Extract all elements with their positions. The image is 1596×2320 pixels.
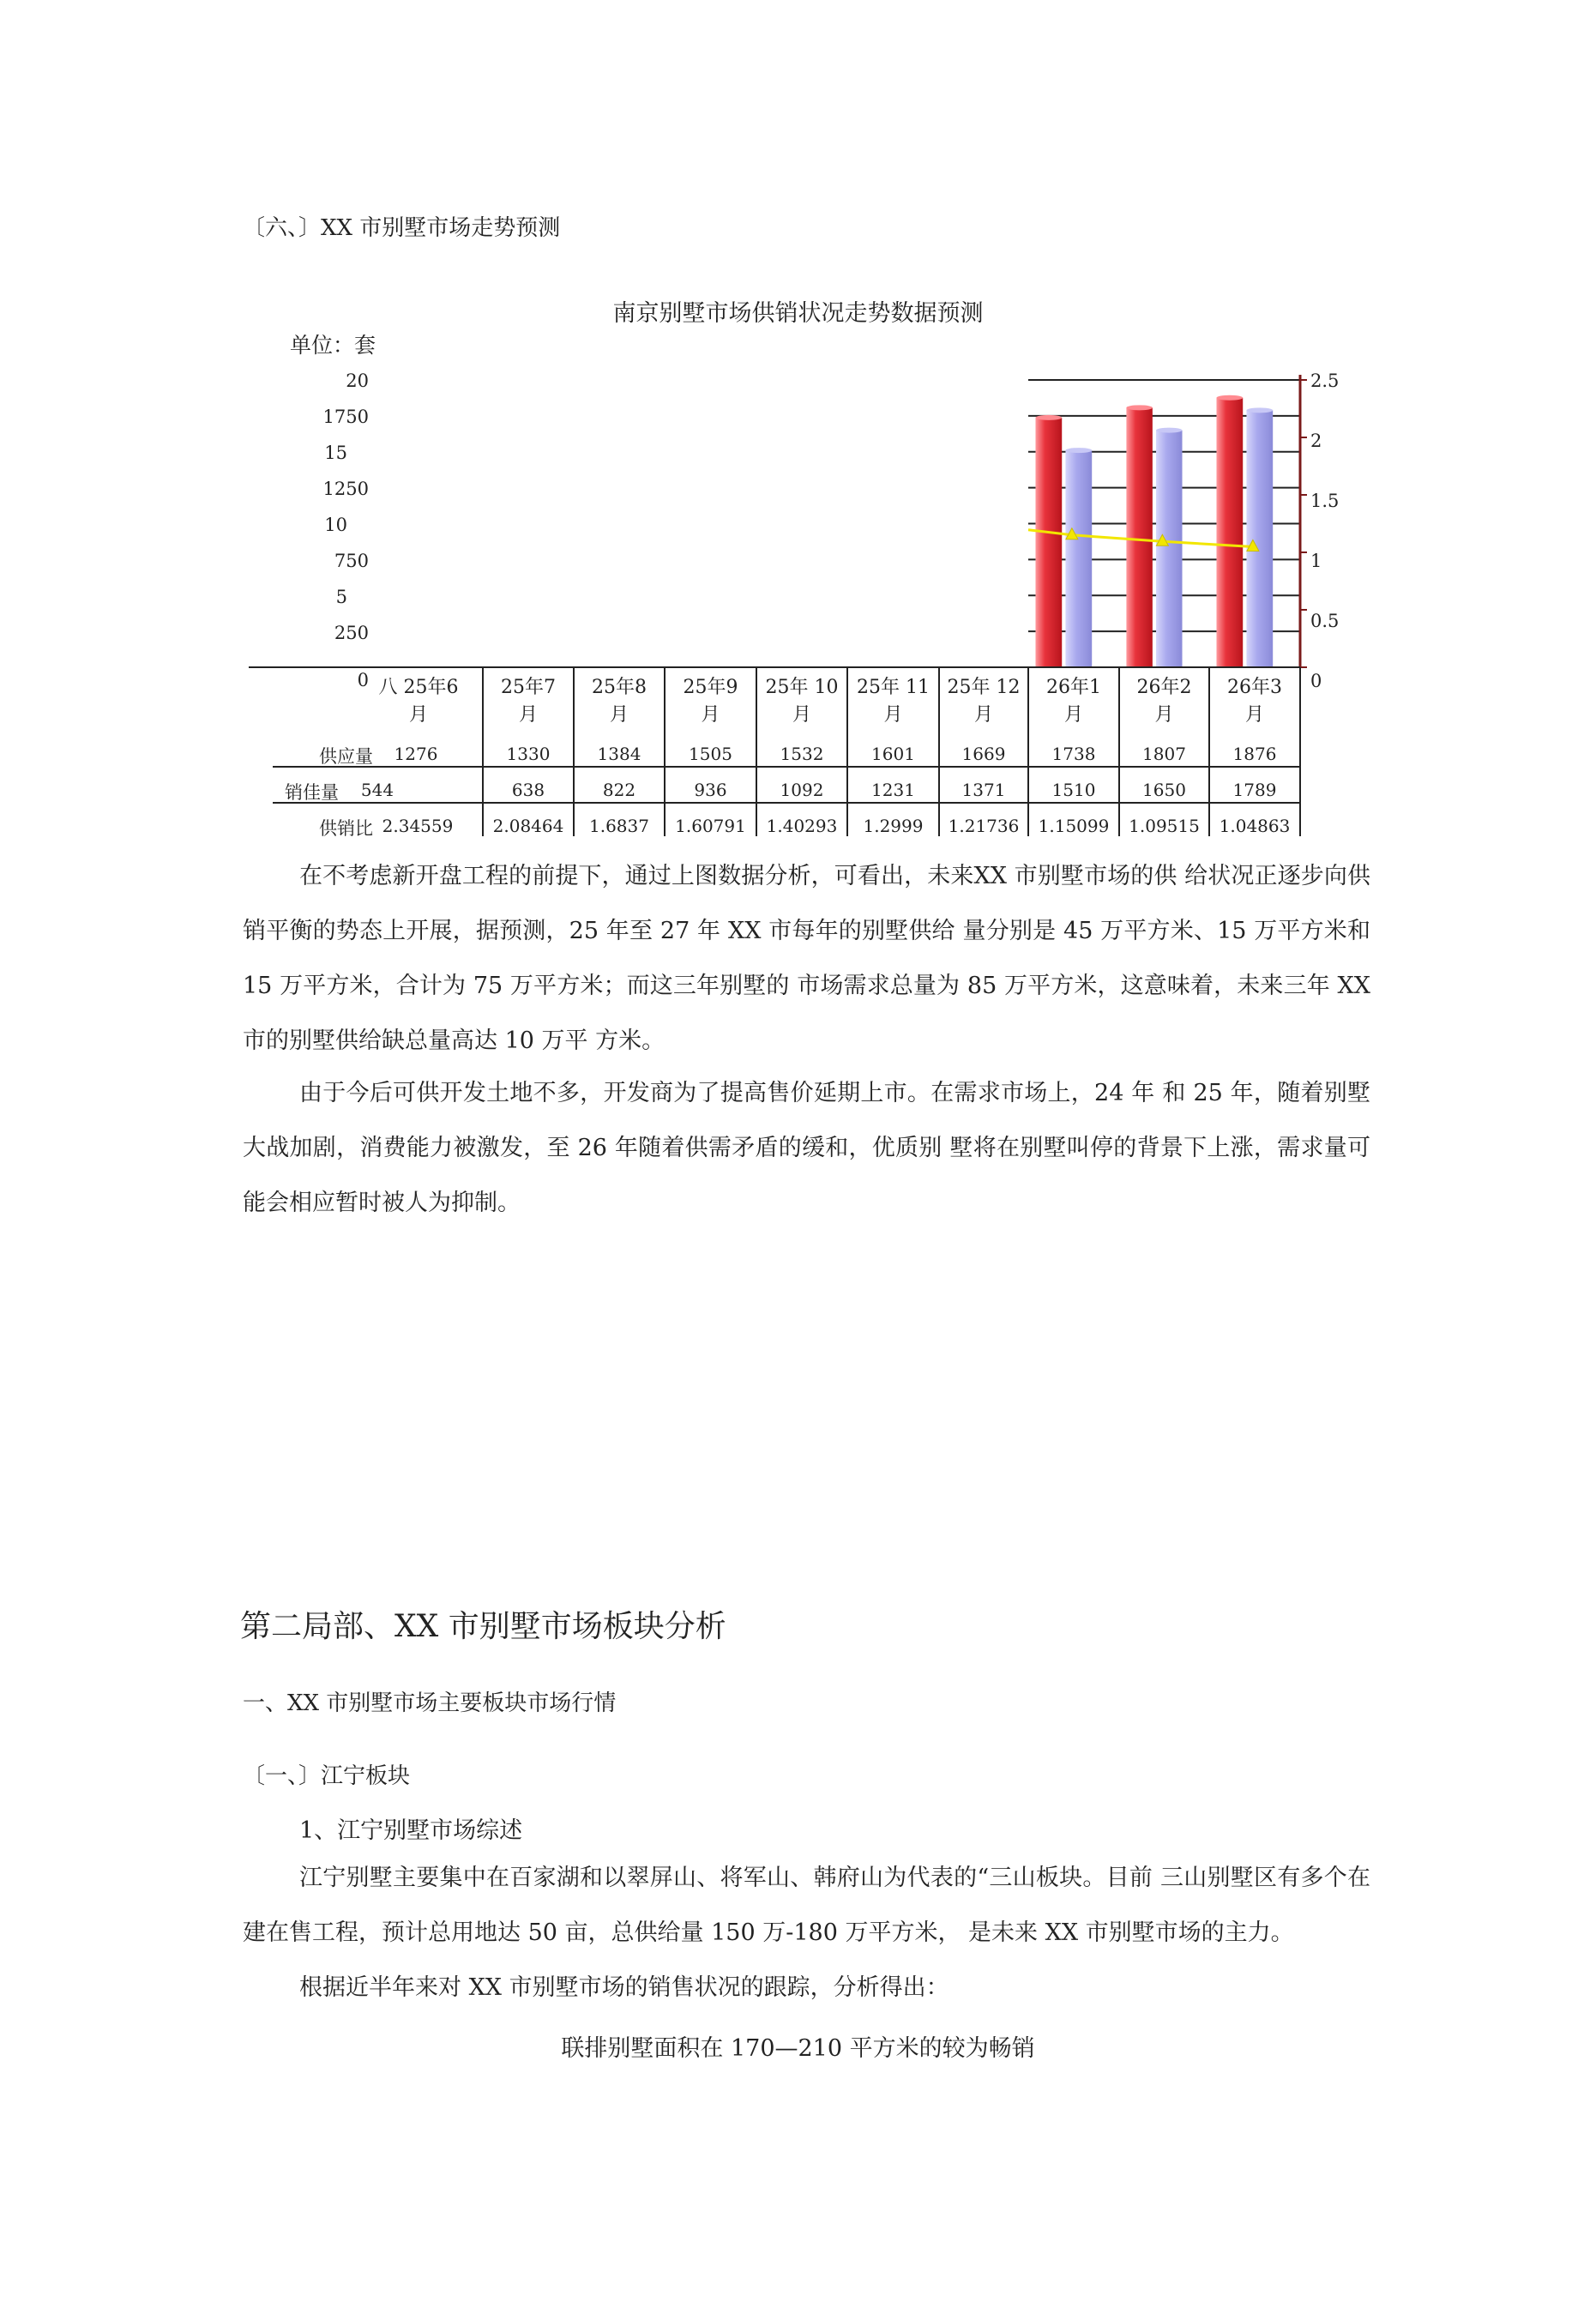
table-cell: 1330: [506, 744, 551, 764]
table-cell: 1510: [1051, 780, 1096, 800]
table-cell: 822: [602, 780, 636, 800]
left-axis-tick: 750: [334, 551, 369, 571]
right-axis-tick: 2: [1310, 431, 1322, 451]
bar-supply: [1035, 418, 1062, 667]
table-cell: 1.60791: [675, 816, 746, 836]
table-cell: 1.6837: [589, 816, 649, 836]
right-axis-tick: 2.5: [1310, 371, 1340, 391]
chart-unit-label: 单位：套: [290, 333, 376, 358]
table-cell: 1371: [961, 780, 1006, 800]
table-cell: 936: [694, 780, 727, 800]
right-axis-tick: 0: [1310, 671, 1322, 691]
table-cell: 1532: [780, 744, 824, 764]
table-cell: 1.2999: [863, 816, 924, 836]
center-statement: 联排别墅面积在 170—210 平方米的较为畅销: [561, 2035, 1035, 2062]
bar-supply: [1216, 398, 1243, 667]
category-label: 25年7 月: [501, 677, 556, 726]
table-cell: 1789: [1232, 780, 1277, 800]
part-heading: 第二局部、XX 市别墅市场板块分析: [240, 1609, 726, 1644]
table-cell: 1384: [597, 744, 641, 764]
left-axis-tick: 20: [346, 371, 369, 391]
left-axis-tick: 5: [335, 587, 347, 607]
left-axis-tick: 1750: [322, 407, 369, 427]
right-axis-tick: 0.5: [1310, 611, 1340, 631]
category-label: 25年8 月: [592, 677, 647, 726]
table-cell: 2.08464: [492, 816, 564, 836]
table-cell: 1092: [780, 780, 824, 800]
category-label: 25年 12 月: [947, 677, 1021, 726]
table-cell: 1.15099: [1038, 816, 1110, 836]
table-row-label-ratio: 供销比: [319, 818, 373, 839]
paragraph-supply-reason: 由于今后可供开发土地不多，开发商为了提高售价延期上市。在需求市场上，24 年 和 25 年，随着别墅大战加剧，消费能力被激发，至 26 年随着供需矛盾的缓和，优质别 墅将在别墅叫停的背景下上涨，需求量可能会相应暂时被人为抑制。: [243, 1080, 1370, 1216]
category-label: 26年3 月: [1227, 677, 1282, 726]
left-axis-tick: 10: [324, 515, 347, 535]
category-label: 25年9 月: [683, 677, 738, 726]
category-label: 25年 10 月: [765, 677, 839, 726]
bar-sales: [1246, 410, 1273, 667]
category-label: 八 25年6 月: [378, 677, 459, 726]
table-cell: 1807: [1142, 744, 1186, 764]
category-label: 26年2 月: [1136, 677, 1192, 726]
category-label: 26年1 月: [1046, 677, 1101, 726]
section-heading: 〔六、〕XX 市别墅市场走势预测: [243, 215, 561, 241]
table-cell: 1276: [394, 744, 438, 764]
supply-demand-chart: [0, 0, 1596, 858]
table-cell: 1505: [689, 744, 732, 764]
table-cell: 1669: [961, 744, 1006, 764]
table-row-label-sales: 销佳量: [285, 782, 339, 803]
table-cell: 1738: [1051, 744, 1096, 764]
table-cell: 1650: [1142, 780, 1186, 800]
paragraph-forecast: 在不考虑新开盘工程的前提下，通过上图数据分析，可看出，未来XX 市别墅市场的供 给状况正逐步向供销平衡的势态上开展，据预测，25 年至 27 年 XX 市每年的别墅供给 量分别是 45 万平方米、15 万平方米和 15 万平方米，合计为 75 万平方米；而这三年别墅的 市场需求总量为 85 万平方米，这意味着，未来三年 XX 市的别墅供给缺总量高达 10 万平 方米。: [243, 863, 1370, 1054]
table-cell: 544: [360, 780, 394, 800]
bar-supply: [1126, 407, 1152, 667]
table-row-label-supply: 供应量: [319, 746, 373, 767]
sub-heading-jiangning: 〔一、〕江宁板块: [243, 1763, 411, 1789]
chart-title: 南京别墅市场供销状况走势数据预测: [612, 300, 984, 327]
paragraph-jiangning: 江宁别墅主要集中在百家湖和以翠屏山、将军山、韩府山为代表的“三山板块。目前 三山别墅区有多个在建在售工程，预计总用地达 50 亩，总供给量 150 万-180 万平方米， 是未来 XX 市别墅市场的主力。: [243, 1865, 1370, 1946]
bar-supply-cap: [1216, 395, 1243, 401]
left-axis-tick: 250: [334, 623, 369, 643]
table-cell: 1.40293: [766, 816, 838, 836]
table-cell: 638: [511, 780, 545, 800]
left-axis-tick: 15: [324, 443, 347, 463]
left-axis-tick: 1250: [322, 479, 369, 499]
table-cell: 2.34559: [382, 816, 454, 836]
table-cell: 1876: [1232, 744, 1277, 764]
table-cell: 1.09515: [1129, 816, 1200, 836]
bar-supply-cap: [1035, 415, 1062, 420]
right-axis-tick: 1.5: [1310, 491, 1340, 511]
sub-heading-jiangning-summary: 1、江宁别墅市场综述: [299, 1817, 523, 1844]
bar-sales-cap: [1065, 448, 1092, 453]
sub-heading-market-overview: 一、XX 市别墅市场主要板块市场行情: [243, 1690, 617, 1716]
bar-sales-cap: [1156, 428, 1182, 433]
table-cell: 1231: [871, 780, 915, 800]
table-cell: 1.21736: [948, 816, 1020, 836]
bar-supply-cap: [1126, 405, 1152, 410]
table-cell: 1.04863: [1219, 816, 1291, 836]
category-label: 25年 11 月: [857, 677, 930, 726]
right-axis-tick: 1: [1310, 551, 1322, 571]
bar-sales-cap: [1246, 407, 1273, 413]
bar-sales: [1156, 431, 1182, 667]
bar-sales: [1065, 450, 1092, 667]
left-axis-tick: 0: [357, 670, 369, 690]
table-cell: 1601: [871, 744, 915, 764]
paragraph-tracking: 根据近半年来对 XX 市别墅市场的销售状况的跟踪，分析得出：: [299, 1974, 949, 2001]
